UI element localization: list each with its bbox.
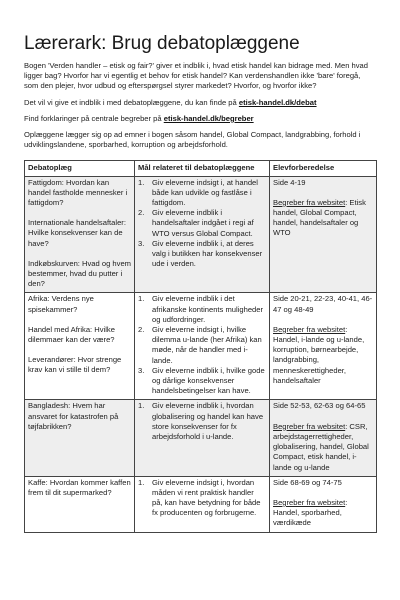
topic-cell xyxy=(25,400,135,476)
header-maal: Mål relateret til debatoplæggene xyxy=(135,161,270,176)
goal-item xyxy=(138,294,266,325)
goal-text: Giv eleverne indsigt i, at handel både kan udvikle og fastlåse i fattigdom. xyxy=(152,177,258,208)
begreber-text: Find forklaringer på centrale begreber på xyxy=(24,113,164,123)
prep-cell xyxy=(270,176,377,293)
goal-text: Giv eleverne indsigt i, hvordan måden vi rent praktisk handler på, kan have betydning for både fx producenten og forbrugerne. xyxy=(152,477,261,518)
goal-text: Giv eleverne indblik i, hvordan globalisering og handel kan have store konsekvenser for fx arbejdsforhold i u-lande. xyxy=(152,401,264,442)
table-body xyxy=(25,176,377,532)
goal-number: 1. xyxy=(138,294,145,304)
page-title: Lærerark: Brug debatoplæggene xyxy=(24,33,300,54)
goals-cell xyxy=(135,400,270,476)
goal-number: 1. xyxy=(138,477,145,487)
debat-link[interactable]: etisk-handel.dk/debat xyxy=(238,97,317,107)
topic-question: Bangladesh: Hvem har ansvaret for katastrofen på tøjfabrikken? xyxy=(28,401,119,431)
goal-item xyxy=(138,178,266,209)
goals-list xyxy=(138,178,266,270)
goal-number: 3. xyxy=(138,365,145,375)
table-row xyxy=(25,476,377,532)
goal-number: 1. xyxy=(138,177,145,187)
goal-text: Giv eleverne indsigt i, hvilke dilemma u-lande (her Afrika) kan møde, når de handler med i-lande. xyxy=(152,325,262,365)
goal-text: Giv eleverne indblik i, hvilke gode og dårlige konsekvenser handelsbetingelser kan have. xyxy=(152,365,265,396)
prep-pages: Side 52-53, 62-63 og 64-65 xyxy=(273,401,366,411)
goal-number: 1. xyxy=(138,401,145,411)
prep-label: Begreber fra websitet xyxy=(273,197,346,207)
intro-paragraph: Bogen 'Verden handler – etisk og fair?' giver et indblik i, hvad etisk handel kan bidrage med. Men hvad ligger bag? Hvorfor har vi egentlig et behov for etisk handel? Kan verdenshandlen ikke 'bare' foregå, som den plejer, hvor udbud og efterspørgsel styrer markedet? Hvorfor, og hvorfor ikke? xyxy=(24,61,368,91)
debat-paragraph xyxy=(24,98,376,108)
goal-text: Giv eleverne indblik i det afrikanske kontinents muligheder og udfordringer. xyxy=(152,294,264,324)
prep-pages: Side 4-19 xyxy=(273,177,306,187)
topic-question: Fattigdom: Hvordan kan handel fastholde mennesker i fattigdom? xyxy=(28,177,128,208)
prep-cell xyxy=(270,400,377,476)
table-row xyxy=(25,400,377,476)
goals-list xyxy=(138,401,266,442)
goals-cell xyxy=(135,476,270,532)
prep-pages: Side 68-69 og 74-75 xyxy=(273,477,342,487)
goal-text: Giv eleverne indblik i handelsaftaler indgået i regi af WTO versus Global Compact. xyxy=(152,208,254,238)
topic-cell xyxy=(25,293,135,400)
goal-number: 2. xyxy=(138,208,145,218)
prep-terms: : Handel, i-lande og u-lande, korruption, børnearbejde, landgrabbing, menneskerettigheder, handelsaftaler xyxy=(273,324,365,385)
topic-question: Leverandører: Hvor strenge krav kan vi stille til dem? xyxy=(28,355,122,375)
prep-terms: : Etisk handel, Global Compact, handel, handelsaftaler og WTO xyxy=(273,197,366,238)
prep-label: Begreber fra websitet xyxy=(273,421,346,431)
topic-question: Indkøbskurven: Hvad og hvem bestemmer, hvad du putter i den? xyxy=(28,258,131,289)
prep-label: Begreber fra websitet xyxy=(273,497,346,507)
header-elevforberedelse: Elevforberedelse xyxy=(270,161,377,176)
prep-label: Begreber fra websitet xyxy=(273,324,346,334)
prep-terms: : Handel, sporbarhed, værdikæde xyxy=(273,497,348,528)
goal-number: 3. xyxy=(138,238,145,248)
prep-cell xyxy=(270,293,377,400)
topic-question: Afrika: Verdens nye spisekammer? xyxy=(28,294,94,314)
prep-pages: Side 20-21, 22-23, 40-41, 46-47 og 48-49 xyxy=(273,294,373,314)
topic-question: Handel med Afrika: Hvilke dilemmaer kan der være? xyxy=(28,324,115,345)
topic-cell xyxy=(25,476,135,532)
header-debatoplaeg: Debatoplæg xyxy=(25,161,135,176)
topic-question: Internationale handelsaftaler: Hvilke konsekvenser kan de have? xyxy=(28,218,126,248)
table-row xyxy=(25,176,377,293)
prep-terms: : CSR, arbejdstagerrettigheder, globalisering, handel, Global Compact, etisk handel, i-lande og u-lande xyxy=(273,421,369,472)
goal-item xyxy=(138,401,266,442)
topic-cell xyxy=(25,176,135,293)
begreber-link[interactable]: etisk-handel.dk/begreber xyxy=(163,113,254,123)
table-row xyxy=(25,293,377,400)
debate-table xyxy=(24,160,377,532)
topics-paragraph: Oplæggene lægger sig op ad emner i bogen såsom handel, Global Compact, landgrabbing, forhold i udviklingslandene, sporbarhed, korruption og arbejdsforhold. xyxy=(24,130,361,150)
goal-number: 2. xyxy=(138,325,145,335)
goals-list xyxy=(138,478,266,519)
begreber-paragraph xyxy=(24,114,376,124)
goal-item xyxy=(138,478,266,519)
goal-item xyxy=(138,208,266,239)
debat-text: Det vil vi give et indblik i med debatoplæggene, du kan finde på xyxy=(24,97,239,107)
goal-item xyxy=(138,325,266,366)
goals-list xyxy=(138,294,266,396)
table-header-row xyxy=(25,161,377,176)
goal-text: Giv eleverne indblik i, at deres valg i butikken har konsekvenser ude i verden. xyxy=(152,238,263,269)
goal-item xyxy=(138,366,266,397)
prep-cell xyxy=(270,476,377,532)
goals-cell xyxy=(135,176,270,293)
goal-item xyxy=(138,239,266,270)
topic-question: Kaffe: Hvordan kommer kaffen frem til dit supermarked? xyxy=(28,477,131,497)
goals-cell xyxy=(135,293,270,400)
